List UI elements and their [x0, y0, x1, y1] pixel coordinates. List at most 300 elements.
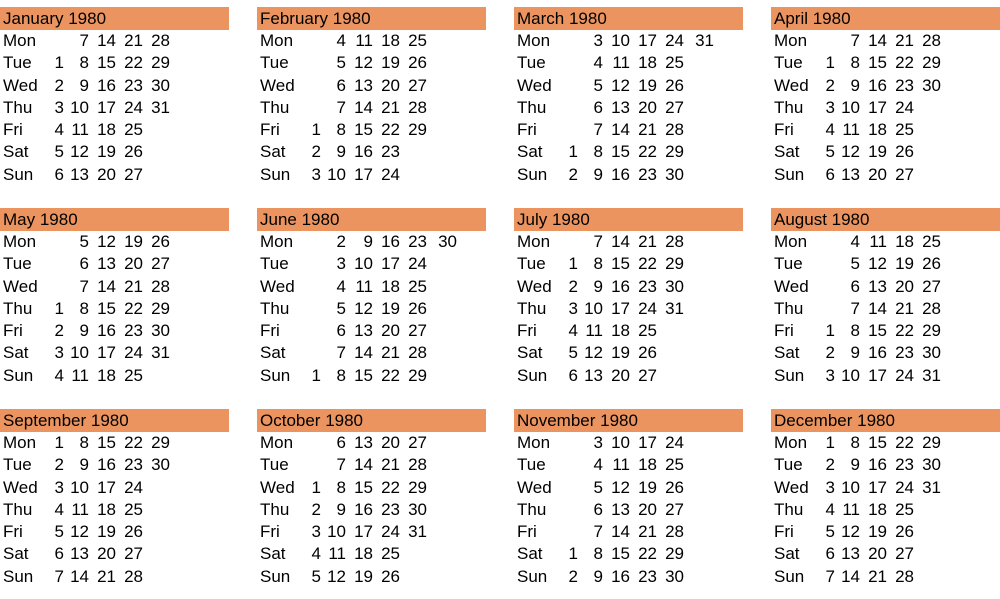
- date-cell: 20: [611, 365, 630, 385]
- weekday-row: [257, 119, 486, 141]
- date-cell: 25: [381, 544, 400, 564]
- weekday-label: Fri: [774, 522, 794, 542]
- weekday-label: Sat: [517, 343, 543, 363]
- date-cell: 6: [54, 164, 64, 184]
- date-cell: 7: [336, 97, 346, 117]
- weekday-row: [257, 543, 486, 565]
- date-cell: 26: [124, 522, 143, 542]
- date-cell: 11: [612, 53, 630, 73]
- date-cell: 5: [336, 53, 346, 73]
- weekday-label: Fri: [3, 321, 23, 341]
- date-cell: 26: [381, 566, 400, 586]
- date-cell: 3: [336, 254, 346, 274]
- date-cell: 17: [638, 433, 657, 452]
- date-cell: 24: [124, 477, 143, 497]
- date-cell: 1: [54, 433, 64, 452]
- date-cell: 2: [336, 232, 346, 251]
- weekday-row: [771, 97, 1000, 119]
- date-cell: 14: [611, 232, 630, 251]
- date-cell: 19: [124, 232, 143, 251]
- date-cell: 28: [665, 120, 684, 140]
- date-cell: 1: [568, 254, 578, 274]
- weekday-label: Fri: [3, 120, 23, 140]
- date-cell: 27: [665, 97, 684, 117]
- date-cell: 23: [895, 343, 914, 363]
- date-cell: 12: [841, 142, 860, 162]
- date-cell: 1: [311, 477, 321, 497]
- date-cell: 11: [71, 365, 89, 385]
- weekday-label: Tue: [3, 53, 32, 73]
- weekday-label: Thu: [260, 499, 290, 519]
- date-cell: 12: [868, 254, 887, 274]
- date-cell: 3: [825, 477, 835, 497]
- weekday-row: [514, 253, 743, 275]
- date-cell: 16: [868, 75, 887, 95]
- date-cell: 5: [593, 477, 603, 497]
- weekday-row: [771, 164, 1000, 186]
- date-cell: 14: [354, 455, 373, 475]
- date-cell: 15: [354, 120, 373, 140]
- weekday-row: [257, 231, 486, 253]
- weekday-label: Sun: [517, 566, 548, 586]
- date-cell: 8: [593, 142, 603, 162]
- weekday-label: Fri: [260, 522, 280, 542]
- date-cell: 20: [868, 164, 887, 184]
- weekday-label: Fri: [260, 120, 280, 140]
- date-cell: 23: [408, 232, 427, 251]
- weekday-label: Wed: [3, 75, 38, 95]
- date-cell: 8: [850, 321, 860, 341]
- date-cell: 10: [70, 343, 89, 363]
- weekday-row: [257, 141, 486, 163]
- date-cell: 13: [611, 97, 630, 117]
- date-cell: 29: [665, 544, 684, 564]
- date-cell: 29: [151, 433, 170, 452]
- date-cell: 11: [71, 499, 89, 519]
- weekday-row: [771, 521, 1000, 543]
- date-cell: 22: [124, 53, 143, 73]
- date-cell: 31: [151, 343, 170, 363]
- weekday-row: [514, 342, 743, 364]
- date-cell: 30: [151, 455, 170, 475]
- date-cell: 12: [327, 566, 346, 586]
- date-cell: 7: [79, 31, 89, 50]
- date-cell: 20: [381, 75, 400, 95]
- weekday-row: [0, 97, 229, 119]
- date-cell: 18: [97, 365, 116, 385]
- date-cell: 28: [922, 31, 941, 50]
- date-cell: 10: [70, 97, 89, 117]
- date-cell: 9: [336, 142, 346, 162]
- date-cell: 13: [70, 164, 89, 184]
- weekday-label: Sat: [774, 343, 800, 363]
- date-cell: 25: [638, 321, 657, 341]
- date-cell: 28: [151, 31, 170, 50]
- date-cell: 5: [79, 232, 89, 251]
- month-title: September 1980: [0, 409, 229, 432]
- date-cell: 3: [54, 343, 64, 363]
- weekday-label: Tue: [517, 455, 546, 475]
- date-cell: 1: [54, 298, 64, 318]
- date-cell: 8: [850, 433, 860, 452]
- date-cell: 28: [895, 566, 914, 586]
- weekday-row: [771, 75, 1000, 97]
- date-cell: 16: [97, 321, 116, 341]
- weekday-row: [771, 119, 1000, 141]
- weekday-label: Fri: [260, 321, 280, 341]
- date-cell: 16: [611, 276, 630, 296]
- date-cell: 21: [638, 522, 657, 542]
- date-cell: 19: [611, 343, 630, 363]
- date-cell: 4: [54, 499, 64, 519]
- date-cell: 25: [408, 276, 427, 296]
- weekday-label: Sat: [260, 343, 286, 363]
- weekday-row: [0, 499, 229, 521]
- weekday-label: Sat: [517, 142, 543, 162]
- weekday-row: [514, 365, 743, 387]
- date-cell: 14: [97, 276, 116, 296]
- date-cell: 19: [354, 566, 373, 586]
- date-cell: 23: [638, 276, 657, 296]
- date-cell: 20: [381, 321, 400, 341]
- date-cell: 9: [79, 321, 89, 341]
- date-cell: 10: [327, 522, 346, 542]
- date-cell: 21: [124, 31, 143, 50]
- weekday-row: [514, 298, 743, 320]
- date-cell: 13: [584, 365, 603, 385]
- date-cell: 27: [408, 75, 427, 95]
- date-cell: 13: [97, 254, 116, 274]
- date-cell: 7: [79, 276, 89, 296]
- weekday-label: Thu: [3, 97, 33, 117]
- weekday-row: [0, 454, 229, 476]
- weekday-label: Fri: [774, 120, 794, 140]
- date-cell: 24: [381, 522, 400, 542]
- date-cell: 11: [869, 232, 887, 251]
- date-cell: 19: [638, 75, 657, 95]
- weekday-row: [771, 141, 1000, 163]
- weekday-label: Sat: [3, 544, 29, 564]
- date-cell: 21: [638, 120, 657, 140]
- date-cell: 27: [895, 164, 914, 184]
- weekday-label: Wed: [517, 276, 552, 296]
- date-cell: 1: [825, 321, 835, 341]
- weekday-row: [0, 52, 229, 74]
- date-cell: 19: [381, 298, 400, 318]
- weekday-row: [257, 342, 486, 364]
- date-cell: 2: [825, 343, 835, 363]
- date-cell: 8: [593, 254, 603, 274]
- date-cell: 16: [381, 232, 400, 251]
- date-cell: 18: [638, 53, 657, 73]
- date-cell: 21: [381, 455, 400, 475]
- date-cell: 25: [922, 232, 941, 251]
- date-cell: 30: [665, 276, 684, 296]
- date-cell: 9: [593, 164, 603, 184]
- date-cell: 31: [922, 365, 941, 385]
- weekday-label: Fri: [517, 120, 537, 140]
- date-cell: 25: [124, 365, 143, 385]
- date-cell: 10: [327, 164, 346, 184]
- weekday-row: [771, 253, 1000, 275]
- date-cell: 30: [151, 75, 170, 95]
- weekday-label: Tue: [260, 455, 289, 475]
- weekday-label: Thu: [517, 97, 547, 117]
- date-cell: 16: [97, 75, 116, 95]
- date-cell: 23: [124, 455, 143, 475]
- month-block: [771, 409, 1000, 599]
- weekday-row: [257, 52, 486, 74]
- date-cell: 27: [408, 433, 427, 452]
- date-cell: 5: [54, 522, 64, 542]
- weekday-row: [514, 30, 743, 52]
- date-cell: 4: [54, 365, 64, 385]
- date-cell: 21: [895, 31, 914, 50]
- date-cell: 18: [868, 120, 887, 140]
- date-cell: 7: [850, 31, 860, 50]
- date-cell: 2: [568, 276, 578, 296]
- weekday-label: Fri: [3, 522, 23, 542]
- weekday-row: [0, 566, 229, 588]
- date-cell: 22: [381, 477, 400, 497]
- date-cell: 14: [841, 566, 860, 586]
- date-cell: 1: [568, 142, 578, 162]
- date-cell: 12: [841, 522, 860, 542]
- date-cell: 21: [124, 276, 143, 296]
- weekday-row: [771, 432, 1000, 454]
- date-cell: 2: [568, 164, 578, 184]
- date-cell: 27: [895, 544, 914, 564]
- date-cell: 6: [850, 276, 860, 296]
- date-cell: 26: [638, 343, 657, 363]
- weekday-row: [514, 566, 743, 588]
- weekday-label: Mon: [517, 433, 551, 452]
- weekday-label: Mon: [3, 31, 37, 50]
- weekday-label: Tue: [517, 53, 546, 73]
- date-cell: 6: [336, 321, 346, 341]
- month-block: [0, 208, 229, 398]
- date-cell: 7: [336, 343, 346, 363]
- weekday-label: Sun: [3, 365, 34, 385]
- date-cell: 17: [868, 97, 887, 117]
- date-cell: 15: [611, 254, 630, 274]
- weekday-row: [257, 97, 486, 119]
- date-cell: 15: [868, 53, 887, 73]
- date-cell: 30: [665, 566, 684, 586]
- date-cell: 3: [54, 477, 64, 497]
- date-cell: 15: [354, 477, 373, 497]
- date-cell: 29: [922, 321, 941, 341]
- weekday-label: Mon: [260, 31, 294, 50]
- month-block: [257, 7, 486, 197]
- weekday-label: Sun: [3, 566, 34, 586]
- weekday-row: [257, 365, 486, 387]
- weekday-label: Tue: [3, 455, 32, 475]
- date-cell: 14: [868, 31, 887, 50]
- date-cell: 23: [124, 321, 143, 341]
- month-title: November 1980: [514, 409, 743, 432]
- date-cell: 7: [336, 455, 346, 475]
- month-block: [771, 208, 1000, 398]
- date-cell: 8: [336, 120, 346, 140]
- date-cell: 30: [438, 232, 457, 251]
- weekday-row: [771, 477, 1000, 499]
- weekday-label: Thu: [260, 97, 290, 117]
- date-cell: 25: [124, 120, 143, 140]
- date-cell: 4: [850, 232, 860, 251]
- date-cell: 27: [638, 365, 657, 385]
- date-cell: 6: [825, 544, 835, 564]
- date-cell: 5: [825, 142, 835, 162]
- month-block: [514, 208, 743, 398]
- weekday-row: [771, 566, 1000, 588]
- date-cell: 5: [336, 298, 346, 318]
- date-cell: 8: [336, 477, 346, 497]
- date-cell: 31: [408, 522, 427, 542]
- date-cell: 29: [408, 477, 427, 497]
- weekday-row: [771, 276, 1000, 298]
- date-cell: 29: [665, 254, 684, 274]
- weekday-label: Thu: [774, 97, 804, 117]
- date-cell: 24: [895, 365, 914, 385]
- weekday-label: Thu: [774, 298, 804, 318]
- date-cell: 25: [895, 499, 914, 519]
- weekday-label: Wed: [774, 75, 809, 95]
- weekday-row: [771, 231, 1000, 253]
- date-cell: 2: [825, 75, 835, 95]
- month-title: February 1980: [257, 7, 486, 30]
- weekday-row: [514, 320, 743, 342]
- weekday-label: Tue: [774, 254, 803, 274]
- weekday-label: Fri: [774, 321, 794, 341]
- weekday-label: Sat: [3, 343, 29, 363]
- date-cell: 6: [79, 254, 89, 274]
- date-cell: 12: [611, 75, 630, 95]
- weekday-row: [514, 521, 743, 543]
- date-cell: 26: [408, 53, 427, 73]
- date-cell: 3: [311, 164, 321, 184]
- date-cell: 18: [868, 499, 887, 519]
- date-cell: 7: [593, 522, 603, 542]
- weekday-row: [257, 164, 486, 186]
- date-cell: 17: [381, 254, 400, 274]
- date-cell: 10: [611, 31, 630, 50]
- date-cell: 26: [665, 75, 684, 95]
- weekday-row: [0, 298, 229, 320]
- date-cell: 10: [611, 433, 630, 452]
- weekday-label: Wed: [774, 276, 809, 296]
- weekday-row: [514, 477, 743, 499]
- weekday-label: Wed: [3, 276, 38, 296]
- date-cell: 14: [611, 522, 630, 542]
- date-cell: 12: [97, 232, 116, 251]
- date-cell: 26: [922, 254, 941, 274]
- date-cell: 24: [665, 433, 684, 452]
- weekday-row: [257, 298, 486, 320]
- date-cell: 21: [381, 343, 400, 363]
- date-cell: 18: [381, 31, 400, 50]
- date-cell: 9: [850, 455, 860, 475]
- date-cell: 15: [868, 433, 887, 452]
- date-cell: 20: [895, 276, 914, 296]
- date-cell: 26: [124, 142, 143, 162]
- weekday-label: Thu: [517, 298, 547, 318]
- weekday-row: [514, 141, 743, 163]
- date-cell: 20: [638, 499, 657, 519]
- date-cell: 6: [593, 499, 603, 519]
- weekday-row: [0, 342, 229, 364]
- month-block: [0, 409, 229, 599]
- date-cell: 24: [895, 477, 914, 497]
- date-cell: 22: [638, 254, 657, 274]
- weekday-label: Tue: [517, 254, 546, 274]
- date-cell: 30: [665, 164, 684, 184]
- weekday-row: [514, 276, 743, 298]
- date-cell: 22: [638, 544, 657, 564]
- date-cell: 21: [895, 298, 914, 318]
- date-cell: 12: [584, 343, 603, 363]
- month-title: January 1980: [0, 7, 229, 30]
- date-cell: 27: [124, 164, 143, 184]
- weekday-label: Thu: [3, 499, 33, 519]
- date-cell: 24: [895, 97, 914, 117]
- date-cell: 18: [638, 455, 657, 475]
- date-cell: 29: [408, 120, 427, 140]
- date-cell: 30: [922, 75, 941, 95]
- date-cell: 23: [124, 75, 143, 95]
- date-cell: 19: [868, 142, 887, 162]
- date-cell: 11: [355, 276, 373, 296]
- date-cell: 17: [354, 164, 373, 184]
- date-cell: 12: [70, 142, 89, 162]
- date-cell: 27: [151, 254, 170, 274]
- date-cell: 4: [336, 31, 346, 50]
- date-cell: 24: [124, 343, 143, 363]
- date-cell: 29: [151, 53, 170, 73]
- month-block: [257, 208, 486, 398]
- weekday-row: [0, 543, 229, 565]
- date-cell: 31: [695, 31, 714, 50]
- date-cell: 28: [408, 97, 427, 117]
- date-cell: 22: [638, 142, 657, 162]
- weekday-row: [0, 119, 229, 141]
- date-cell: 15: [354, 365, 373, 385]
- date-cell: 29: [922, 433, 941, 452]
- date-cell: 22: [124, 298, 143, 318]
- weekday-label: Mon: [517, 232, 551, 251]
- weekday-row: [0, 164, 229, 186]
- date-cell: 5: [311, 566, 321, 586]
- weekday-label: Sun: [517, 365, 548, 385]
- date-cell: 16: [611, 566, 630, 586]
- month-title: July 1980: [514, 208, 743, 231]
- date-cell: 23: [381, 499, 400, 519]
- date-cell: 14: [354, 343, 373, 363]
- date-cell: 1: [311, 365, 321, 385]
- weekday-row: [514, 499, 743, 521]
- weekday-label: Sun: [774, 566, 805, 586]
- date-cell: 4: [593, 455, 603, 475]
- date-cell: 4: [568, 321, 578, 341]
- date-cell: 25: [408, 31, 427, 50]
- date-cell: 17: [611, 298, 630, 318]
- weekday-row: [257, 30, 486, 52]
- date-cell: 5: [54, 142, 64, 162]
- month-title: March 1980: [514, 7, 743, 30]
- date-cell: 4: [54, 120, 64, 140]
- weekday-label: Sat: [517, 544, 543, 564]
- date-cell: 1: [311, 120, 321, 140]
